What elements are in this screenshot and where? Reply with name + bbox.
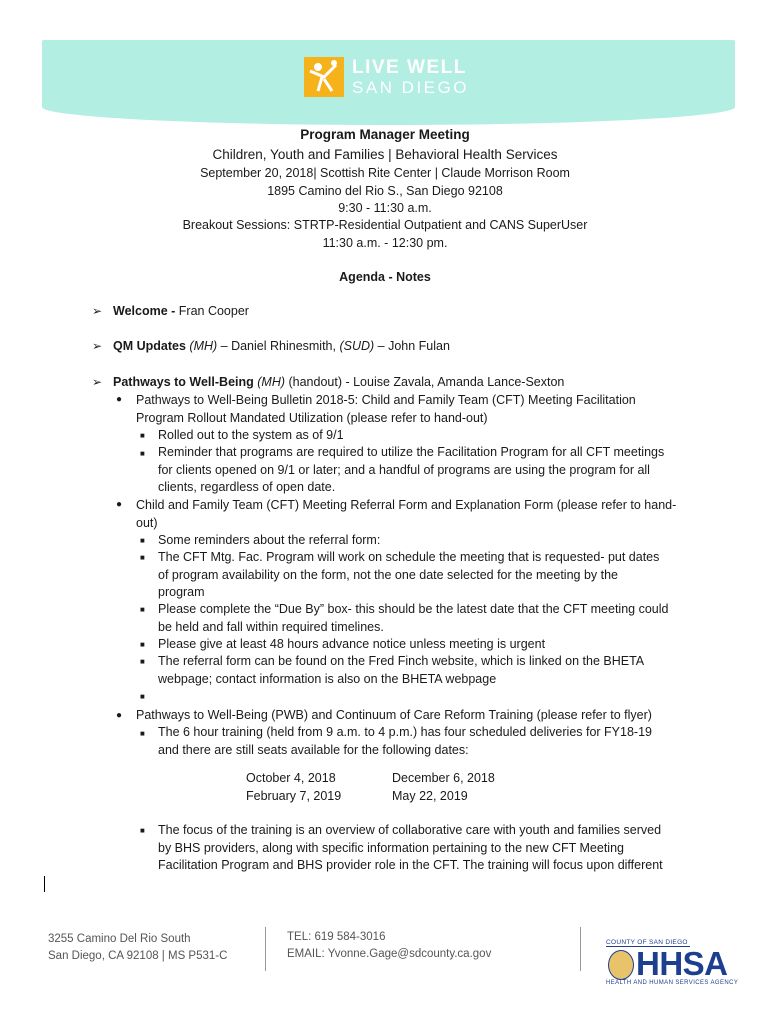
square-bullet-icon: ■ bbox=[140, 431, 145, 440]
square-bullet-icon: ■ bbox=[140, 826, 145, 835]
subitem: Some reminders about the referral form: bbox=[158, 533, 381, 547]
logo-line1: LIVE WELL bbox=[352, 57, 467, 78]
training-item: Pathways to Well-Being (PWB) and Continuum of Care Reform Training (please refer to flyer) bbox=[136, 708, 652, 722]
training-dates-right: December 6, 2018 May 22, 2019 bbox=[392, 771, 495, 803]
text-cursor bbox=[44, 876, 45, 892]
bullet-icon: ● bbox=[116, 499, 123, 510]
county-label: COUNTY OF SAN DIEGO bbox=[606, 939, 690, 947]
live-well-figure-icon bbox=[304, 57, 344, 97]
page-title: Program Manager Meeting bbox=[300, 127, 470, 142]
agenda-item-qm-updates: QM Updates (MH) – Daniel Rhinesmith, (SUD) – John Fulan bbox=[113, 339, 450, 353]
breakout-sessions: Breakout Sessions: STRTP-Residential Outpatient and CANS SuperUser bbox=[182, 218, 588, 232]
square-bullet-icon: ■ bbox=[140, 605, 145, 614]
subitem: Please complete the “Due By” box- this should be the latest date that the CFT meeting could be held and fall within required timelines. bbox=[158, 602, 669, 634]
subitem: The referral form can be found on the Fred Finch website, which is linked on the BHETA webpage; contact information is also on the BHETA webpage bbox=[158, 654, 645, 686]
subitem: The 6 hour training (held from 9 a.m. to 4 p.m.) has four scheduled deliveries for FY18-19 and there are still seats available for the following dates: bbox=[158, 725, 652, 757]
hhsa-wordmark: HHSA bbox=[636, 945, 728, 982]
page-subtitle: Children, Youth and Families | Behavioral Health Services bbox=[212, 147, 558, 162]
footer-divider bbox=[580, 927, 581, 971]
meeting-time: 9:30 - 11:30 a.m. bbox=[338, 201, 432, 215]
square-bullet-icon: ■ bbox=[140, 657, 145, 666]
footer-contact: TEL: 619 584-3016 EMAIL: Yvonne.Gage@sdcounty.ca.gov bbox=[287, 931, 492, 960]
square-bullet-icon: ■ bbox=[140, 553, 145, 562]
arrow-bullet-icon: ➢ bbox=[92, 375, 103, 389]
subitem: The focus of the training is an overview of collaborative care with youth and families served by BHS providers, along with specific information pertaining to the new CFT Meeting Facilitation Program and BHS provider role in the CFT. The training will focus upon different bbox=[158, 823, 663, 872]
bullet-icon: ● bbox=[116, 394, 123, 405]
square-bullet-icon: ■ bbox=[140, 692, 145, 701]
square-bullet-icon: ■ bbox=[140, 729, 145, 738]
square-bullet-icon: ■ bbox=[140, 536, 145, 545]
subitem: Rolled out to the system as of 9/1 bbox=[158, 428, 344, 442]
agenda-item-welcome: Welcome - Fran Cooper bbox=[113, 304, 249, 318]
referral-form-item: Child and Family Team (CFT) Meeting Referral Form and Explanation Form (please refer to hand- out) bbox=[136, 498, 677, 530]
hhsa-logo bbox=[606, 939, 746, 991]
arrow-bullet-icon: ➢ bbox=[92, 339, 103, 353]
meeting-address: 1895 Camino del Rio S., San Diego 92108 bbox=[267, 184, 503, 198]
subitem: Please give at least 48 hours advance notice unless meeting is urgent bbox=[158, 637, 546, 651]
training-dates-left: October 4, 2018 February 7, 2019 bbox=[246, 771, 342, 803]
county-seal-icon bbox=[608, 950, 634, 980]
agenda-heading: Agenda - Notes bbox=[339, 270, 431, 284]
agency-label: HEALTH AND HUMAN SERVICES AGENCY bbox=[606, 980, 739, 986]
bulletin-item: Pathways to Well-Being Bulletin 2018-5: Child and Family Team (CFT) Meeting Facilitation Program Rollout Mandated Utilization (please refer to hand-out) bbox=[136, 393, 636, 425]
bullet-icon: ● bbox=[116, 710, 123, 721]
agenda-item-pathways: Pathways to Well-Being (MH) (handout) - Louise Zavala, Amanda Lance-Sexton bbox=[113, 375, 565, 389]
breakout-time: 11:30 a.m. - 12:30 pm. bbox=[322, 236, 448, 250]
live-well-logo bbox=[304, 54, 469, 100]
footer-address: 3255 Camino Del Rio South San Diego, CA 92108 | MS P531-C bbox=[48, 933, 228, 962]
logo-line2: SAN DIEGO bbox=[352, 78, 469, 97]
square-bullet-icon: ■ bbox=[140, 449, 145, 458]
footer-divider bbox=[265, 927, 266, 971]
meeting-date-location: September 20, 2018| Scottish Rite Center | Claude Morrison Room bbox=[200, 166, 570, 180]
subitem: Reminder that programs are required to utilize the Facilitation Program for all CFT meetings for clients opened on 9/1 or later; and a handful of programs are using the program for all clients, regardless of open date. bbox=[158, 445, 665, 494]
subitem: The CFT Mtg. Fac. Program will work on schedule the meeting that is requested- put dates of program availability on the form, not the one date selected for the meeting by the program bbox=[158, 550, 660, 599]
square-bullet-icon: ■ bbox=[140, 640, 145, 649]
arrow-bullet-icon: ➢ bbox=[92, 304, 103, 318]
